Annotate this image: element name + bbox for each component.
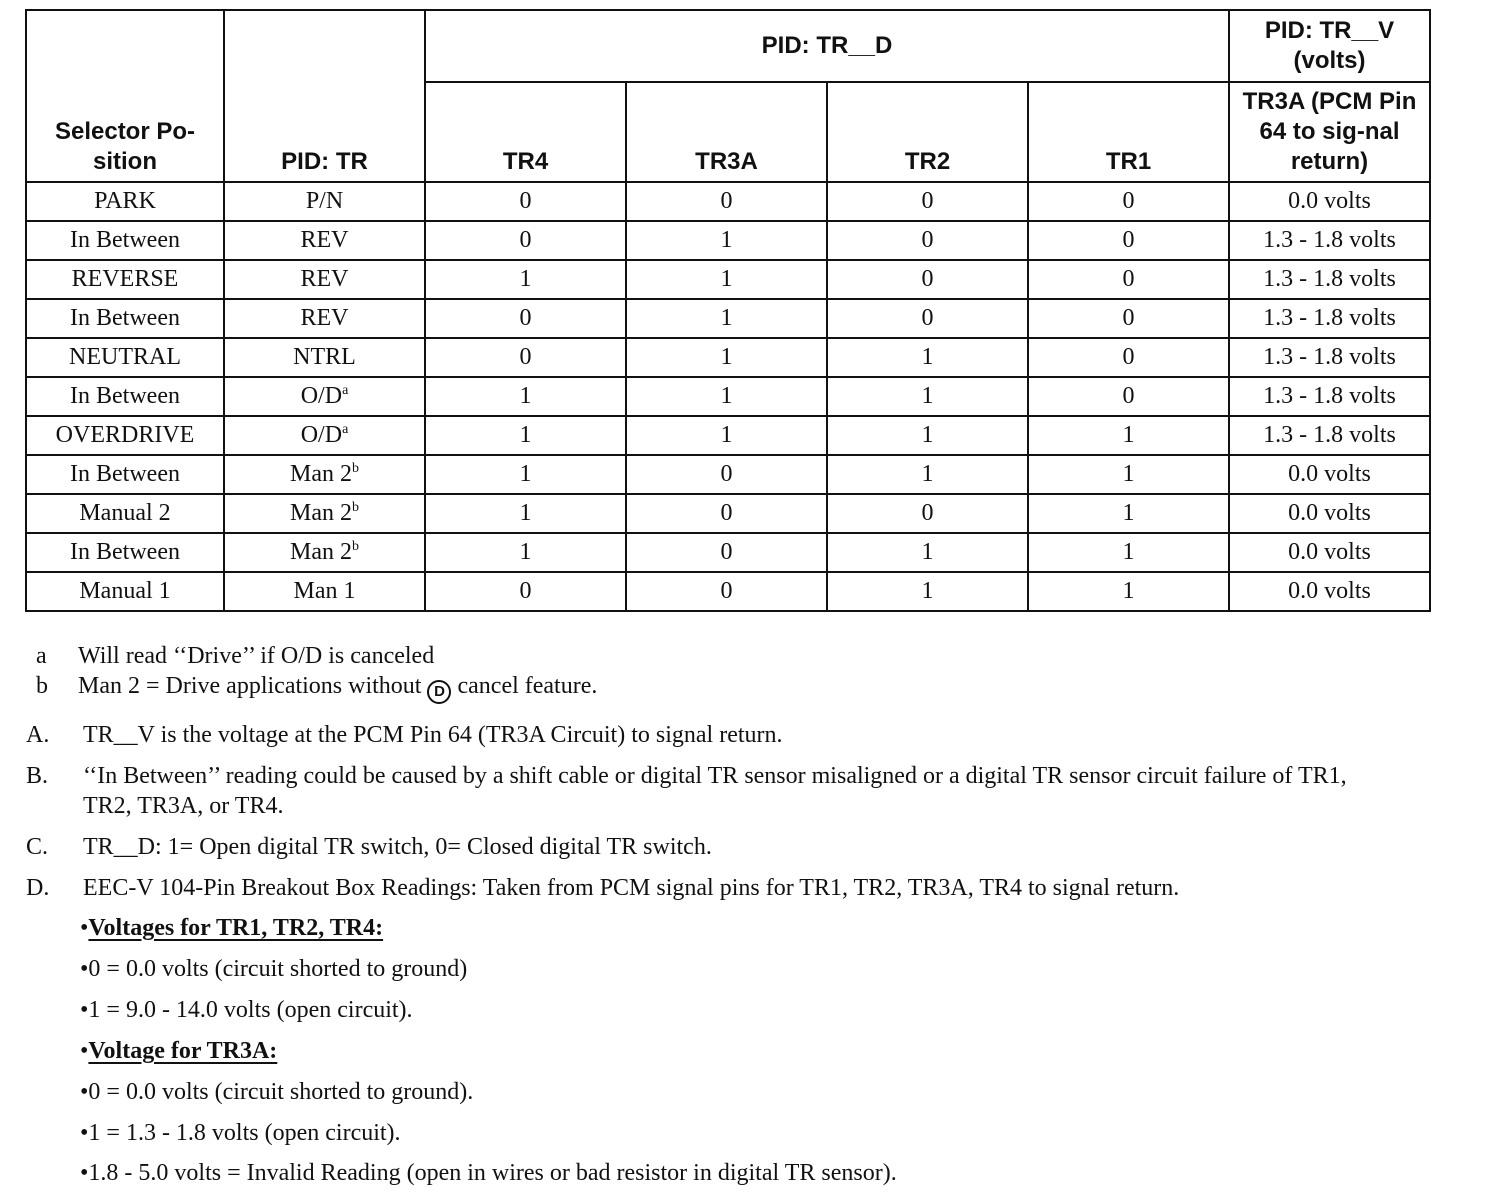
cell-tr1 <box>1028 416 1229 455</box>
cell-tr3a-text: 0 <box>720 188 733 214</box>
cell-tr4-text: 0 <box>519 188 532 214</box>
table-row <box>26 572 1430 611</box>
cell-selector-position <box>26 221 224 260</box>
cell-selector-position-text: OVERDRIVE <box>55 422 195 448</box>
cell-pid-tr <box>224 338 425 377</box>
cell-selector-position <box>26 260 224 299</box>
cell-tr-v-volts <box>1229 377 1430 416</box>
footnote-text: Will read ‘‘Drive’’ if O/D is canceled <box>78 643 435 669</box>
cell-selector-position-text: Manual 1 <box>79 578 171 604</box>
cell-tr2 <box>827 221 1028 260</box>
cell-tr-v-volts <box>1229 338 1430 377</box>
cell-pid-tr <box>224 572 425 611</box>
table-row <box>26 338 1430 377</box>
footnote-marker: a <box>342 383 349 398</box>
cell-tr1-text: 0 <box>1122 383 1135 409</box>
footnote-text: Man 2 = Drive applications without <box>78 673 422 699</box>
header-tr3a: TR3A <box>626 82 827 182</box>
header-pid-tr-v: PID: TR__V (volts) <box>1229 10 1430 82</box>
cell-tr3a <box>626 182 827 221</box>
table-row <box>26 533 1430 572</box>
cell-tr-v-volts-text: 1.3 - 1.8 volts <box>1263 344 1396 370</box>
cell-tr2 <box>827 182 1028 221</box>
cell-tr1-text: 0 <box>1122 344 1135 370</box>
cell-selector-position <box>26 455 224 494</box>
cell-tr2 <box>827 377 1028 416</box>
cell-tr-v-volts-text: 0.0 volts <box>1288 539 1371 565</box>
cell-tr4-text: 1 <box>519 266 532 292</box>
cell-tr2-text: 1 <box>921 422 934 448</box>
cell-pid-tr-text: REV <box>300 266 349 292</box>
cell-tr1-text: 1 <box>1122 422 1135 448</box>
cell-selector-position-text: Manual 2 <box>79 500 171 526</box>
cell-selector-position-text: NEUTRAL <box>69 344 181 370</box>
cell-pid-tr <box>224 416 425 455</box>
cell-tr3a-text: 1 <box>720 344 733 370</box>
voltage-item: •1 = 9.0 - 14.0 volts (open circuit). <box>80 997 413 1023</box>
voltage-item: •1.8 - 5.0 volts = Invalid Reading (open in wires or bad resistor in digital TR sensor). <box>80 1160 897 1186</box>
cell-pid-tr-text: O/D <box>300 383 343 409</box>
cell-tr1-text: 0 <box>1122 227 1135 253</box>
cell-tr2-text: 1 <box>921 383 934 409</box>
cell-tr3a <box>626 455 827 494</box>
header-pid-tr-d: PID: TR__D <box>425 10 1229 82</box>
header-selector-position: Selector Po-sition <box>26 10 224 182</box>
footnote-marker: b <box>352 539 359 554</box>
cell-tr2-text: 1 <box>921 578 934 604</box>
cell-pid-tr <box>224 533 425 572</box>
cell-tr-v-volts-text: 0.0 volts <box>1288 461 1371 487</box>
cell-pid-tr <box>224 182 425 221</box>
table-body <box>26 182 1430 611</box>
voltage-item: •0 = 0.0 volts (circuit shorted to ground). <box>80 1079 474 1105</box>
cell-tr1 <box>1028 494 1229 533</box>
cell-tr2 <box>827 533 1028 572</box>
voltage-item-text: 0 = 0.0 volts (circuit shorted to ground) <box>88 956 468 982</box>
cell-tr4 <box>425 533 626 572</box>
cell-tr4-text: 0 <box>519 578 532 604</box>
cell-tr4-text: 0 <box>519 344 532 370</box>
cell-selector-position <box>26 377 224 416</box>
header-tr1: TR1 <box>1028 82 1229 182</box>
cell-tr4 <box>425 455 626 494</box>
cell-tr-v-volts <box>1229 299 1430 338</box>
cell-tr1-text: 0 <box>1122 305 1135 331</box>
table-row <box>26 494 1430 533</box>
header-tr4: TR4 <box>425 82 626 182</box>
cell-tr-v-volts <box>1229 221 1430 260</box>
cell-tr3a-text: 1 <box>720 422 733 448</box>
cell-tr3a <box>626 260 827 299</box>
cell-selector-position <box>26 299 224 338</box>
cell-selector-position-text: In Between <box>70 539 180 565</box>
cell-tr2 <box>827 299 1028 338</box>
cell-selector-position-text: In Between <box>70 383 180 409</box>
cell-pid-tr-text: REV <box>300 305 349 331</box>
overdrive-cancel-icon: D <box>427 680 451 704</box>
cell-selector-position <box>26 494 224 533</box>
cell-tr-v-volts <box>1229 182 1430 221</box>
cell-tr3a-text: 1 <box>720 227 733 253</box>
tr3a-voltage-heading: •Voltage for TR3A: <box>80 1038 278 1064</box>
cell-tr-v-volts-text: 0.0 volts <box>1288 500 1371 526</box>
tr124-voltage-heading: •Voltages for TR1, TR2, TR4: <box>80 915 384 941</box>
cell-tr2-text: 0 <box>921 500 934 526</box>
note-label: D. <box>26 875 50 901</box>
cell-tr3a <box>626 377 827 416</box>
cell-pid-tr-text: Man 2 <box>290 461 352 487</box>
header-pid-tr: PID: TR <box>224 10 425 182</box>
cell-tr1-text: 0 <box>1122 188 1135 214</box>
header-tr3a-voltage: TR3A (PCM Pin 64 to sig-nal return) <box>1229 82 1430 182</box>
cell-tr1-text: 1 <box>1122 578 1135 604</box>
cell-tr3a <box>626 221 827 260</box>
cell-tr2 <box>827 572 1028 611</box>
cell-tr2-text: 0 <box>921 305 934 331</box>
voltage-item: •1 = 1.3 - 1.8 volts (open circuit). <box>80 1120 401 1146</box>
cell-tr4 <box>425 260 626 299</box>
cell-tr3a-text: 1 <box>720 266 733 292</box>
cell-tr2 <box>827 260 1028 299</box>
cell-pid-tr-text: REV <box>300 227 349 253</box>
footnote-label: b <box>36 673 48 699</box>
cell-tr2-text: 0 <box>921 188 934 214</box>
cell-tr-v-volts-text: 1.3 - 1.8 volts <box>1263 305 1396 331</box>
cell-tr-v-volts <box>1229 455 1430 494</box>
voltage-item-text: 0 = 0.0 volts (circuit shorted to ground). <box>88 1079 474 1105</box>
cell-tr4 <box>425 182 626 221</box>
footnote-a <box>36 642 434 670</box>
cell-tr3a <box>626 494 827 533</box>
cell-tr1 <box>1028 338 1229 377</box>
cell-tr1 <box>1028 299 1229 338</box>
cell-tr-v-volts-text: 1.3 - 1.8 volts <box>1263 227 1396 253</box>
cell-tr3a-text: 0 <box>720 461 733 487</box>
cell-tr3a <box>626 338 827 377</box>
footnote-marker: b <box>352 500 359 515</box>
table-row <box>26 455 1430 494</box>
cell-tr2 <box>827 338 1028 377</box>
cell-tr4-text: 0 <box>519 305 532 331</box>
cell-selector-position-text: REVERSE <box>71 266 179 292</box>
cell-tr4-text: 1 <box>519 539 532 565</box>
cell-tr-v-volts-text: 1.3 - 1.8 volts <box>1263 422 1396 448</box>
cell-selector-position <box>26 182 224 221</box>
cell-tr1 <box>1028 533 1229 572</box>
footnote-text: cancel feature. <box>457 673 598 699</box>
cell-tr3a-text: 1 <box>720 383 733 409</box>
cell-tr3a-text: 1 <box>720 305 733 331</box>
cell-tr-v-volts-text: 0.0 volts <box>1288 188 1371 214</box>
cell-tr-v-volts-text: 1.3 - 1.8 volts <box>1263 383 1396 409</box>
cell-selector-position-text: In Between <box>70 305 180 331</box>
cell-pid-tr <box>224 455 425 494</box>
cell-selector-position-text: In Between <box>70 461 180 487</box>
voltage-item-text: 1.8 - 5.0 volts = Invalid Reading (open in wires or bad resistor in digital TR sensor). <box>88 1160 897 1186</box>
cell-tr3a <box>626 299 827 338</box>
note-label: A. <box>26 722 50 748</box>
tr-sensor-table <box>25 9 1431 612</box>
cell-pid-tr-text: Man 1 <box>293 578 356 604</box>
cell-tr1 <box>1028 572 1229 611</box>
cell-selector-position-text: In Between <box>70 227 180 253</box>
note-text: EEC-V 104-Pin Breakout Box Readings: Taken from PCM signal pins for TR1, TR2, TR3A, TR4 to signal return. <box>83 875 1180 901</box>
cell-tr4 <box>425 377 626 416</box>
cell-tr1 <box>1028 455 1229 494</box>
cell-tr2-text: 1 <box>921 461 934 487</box>
cell-tr1-text: 0 <box>1122 266 1135 292</box>
cell-tr-v-volts <box>1229 416 1430 455</box>
cell-tr2 <box>827 455 1028 494</box>
cell-tr-v-volts <box>1229 494 1430 533</box>
cell-tr1-text: 1 <box>1122 539 1135 565</box>
header-tr2: TR2 <box>827 82 1028 182</box>
cell-pid-tr <box>224 221 425 260</box>
cell-tr1 <box>1028 377 1229 416</box>
cell-tr3a-text: 0 <box>720 539 733 565</box>
cell-tr4-text: 0 <box>519 227 532 253</box>
table-row <box>26 260 1430 299</box>
cell-tr4-text: 1 <box>519 383 532 409</box>
cell-tr2-text: 0 <box>921 227 934 253</box>
cell-tr4 <box>425 416 626 455</box>
cell-tr-v-volts-text: 1.3 - 1.8 volts <box>1263 266 1396 292</box>
note-text: TR__V is the voltage at the PCM Pin 64 (TR3A Circuit) to signal return. <box>83 722 783 748</box>
note-text: TR__D: 1= Open digital TR switch, 0= Closed digital TR switch. <box>83 834 712 860</box>
cell-selector-position <box>26 416 224 455</box>
note-label: C. <box>26 834 49 860</box>
cell-tr-v-volts <box>1229 260 1430 299</box>
cell-tr2-text: 1 <box>921 344 934 370</box>
footnote-b <box>36 672 597 704</box>
footnote-label: a <box>36 643 47 669</box>
footnote-marker: b <box>352 461 359 476</box>
cell-tr4-text: 1 <box>519 500 532 526</box>
cell-tr4-text: 1 <box>519 422 532 448</box>
cell-pid-tr <box>224 260 425 299</box>
cell-selector-position <box>26 533 224 572</box>
cell-tr3a <box>626 416 827 455</box>
cell-tr3a <box>626 572 827 611</box>
cell-pid-tr-text: Man 2 <box>290 500 352 526</box>
cell-tr1-text: 1 <box>1122 500 1135 526</box>
table-row <box>26 221 1430 260</box>
note-c <box>26 832 1426 862</box>
cell-tr3a-text: 0 <box>720 500 733 526</box>
note-a <box>26 720 1426 750</box>
cell-pid-tr-text: O/D <box>300 422 343 448</box>
cell-tr4 <box>425 221 626 260</box>
footnote-marker: a <box>342 422 349 437</box>
cell-tr-v-volts-text: 0.0 volts <box>1288 578 1371 604</box>
cell-pid-tr <box>224 377 425 416</box>
cell-pid-tr-text: P/N <box>305 188 344 214</box>
cell-tr2 <box>827 416 1028 455</box>
cell-tr3a-text: 0 <box>720 578 733 604</box>
cell-tr4 <box>425 494 626 533</box>
cell-tr-v-volts <box>1229 572 1430 611</box>
cell-tr3a <box>626 533 827 572</box>
cell-tr4 <box>425 299 626 338</box>
cell-selector-position <box>26 338 224 377</box>
cell-tr4 <box>425 338 626 377</box>
cell-selector-position-text: PARK <box>94 188 156 214</box>
heading-text: Voltages for TR1, TR2, TR4: <box>88 915 384 941</box>
note-label: B. <box>26 763 49 789</box>
cell-pid-tr <box>224 494 425 533</box>
cell-tr1 <box>1028 221 1229 260</box>
heading-text: Voltage for TR3A: <box>88 1038 278 1064</box>
note-d <box>26 873 1426 903</box>
cell-tr2-text: 0 <box>921 266 934 292</box>
table-row <box>26 299 1430 338</box>
table-row <box>26 377 1430 416</box>
cell-pid-tr-text: NTRL <box>293 344 356 370</box>
cell-tr1 <box>1028 260 1229 299</box>
cell-tr-v-volts <box>1229 533 1430 572</box>
voltage-item-text: 1 = 9.0 - 14.0 volts (open circuit). <box>88 997 413 1023</box>
note-text: ‘‘In Between’’ reading could be caused by a shift cable or digital TR sensor misaligned or a digital TR sensor circuit failure of TR1, TR2, TR3A, or TR4. <box>83 763 1347 819</box>
cell-selector-position <box>26 572 224 611</box>
table-row <box>26 182 1430 221</box>
cell-tr4-text: 1 <box>519 461 532 487</box>
cell-tr2 <box>827 494 1028 533</box>
voltage-item-text: 1 = 1.3 - 1.8 volts (open circuit). <box>88 1120 401 1146</box>
cell-pid-tr <box>224 299 425 338</box>
cell-tr1-text: 1 <box>1122 461 1135 487</box>
cell-tr1 <box>1028 182 1229 221</box>
cell-pid-tr-text: Man 2 <box>290 539 352 565</box>
voltage-item: •0 = 0.0 volts (circuit shorted to ground) <box>80 956 468 982</box>
table-row <box>26 416 1430 455</box>
note-b <box>26 761 1426 821</box>
cell-tr4 <box>425 572 626 611</box>
cell-tr2-text: 1 <box>921 539 934 565</box>
